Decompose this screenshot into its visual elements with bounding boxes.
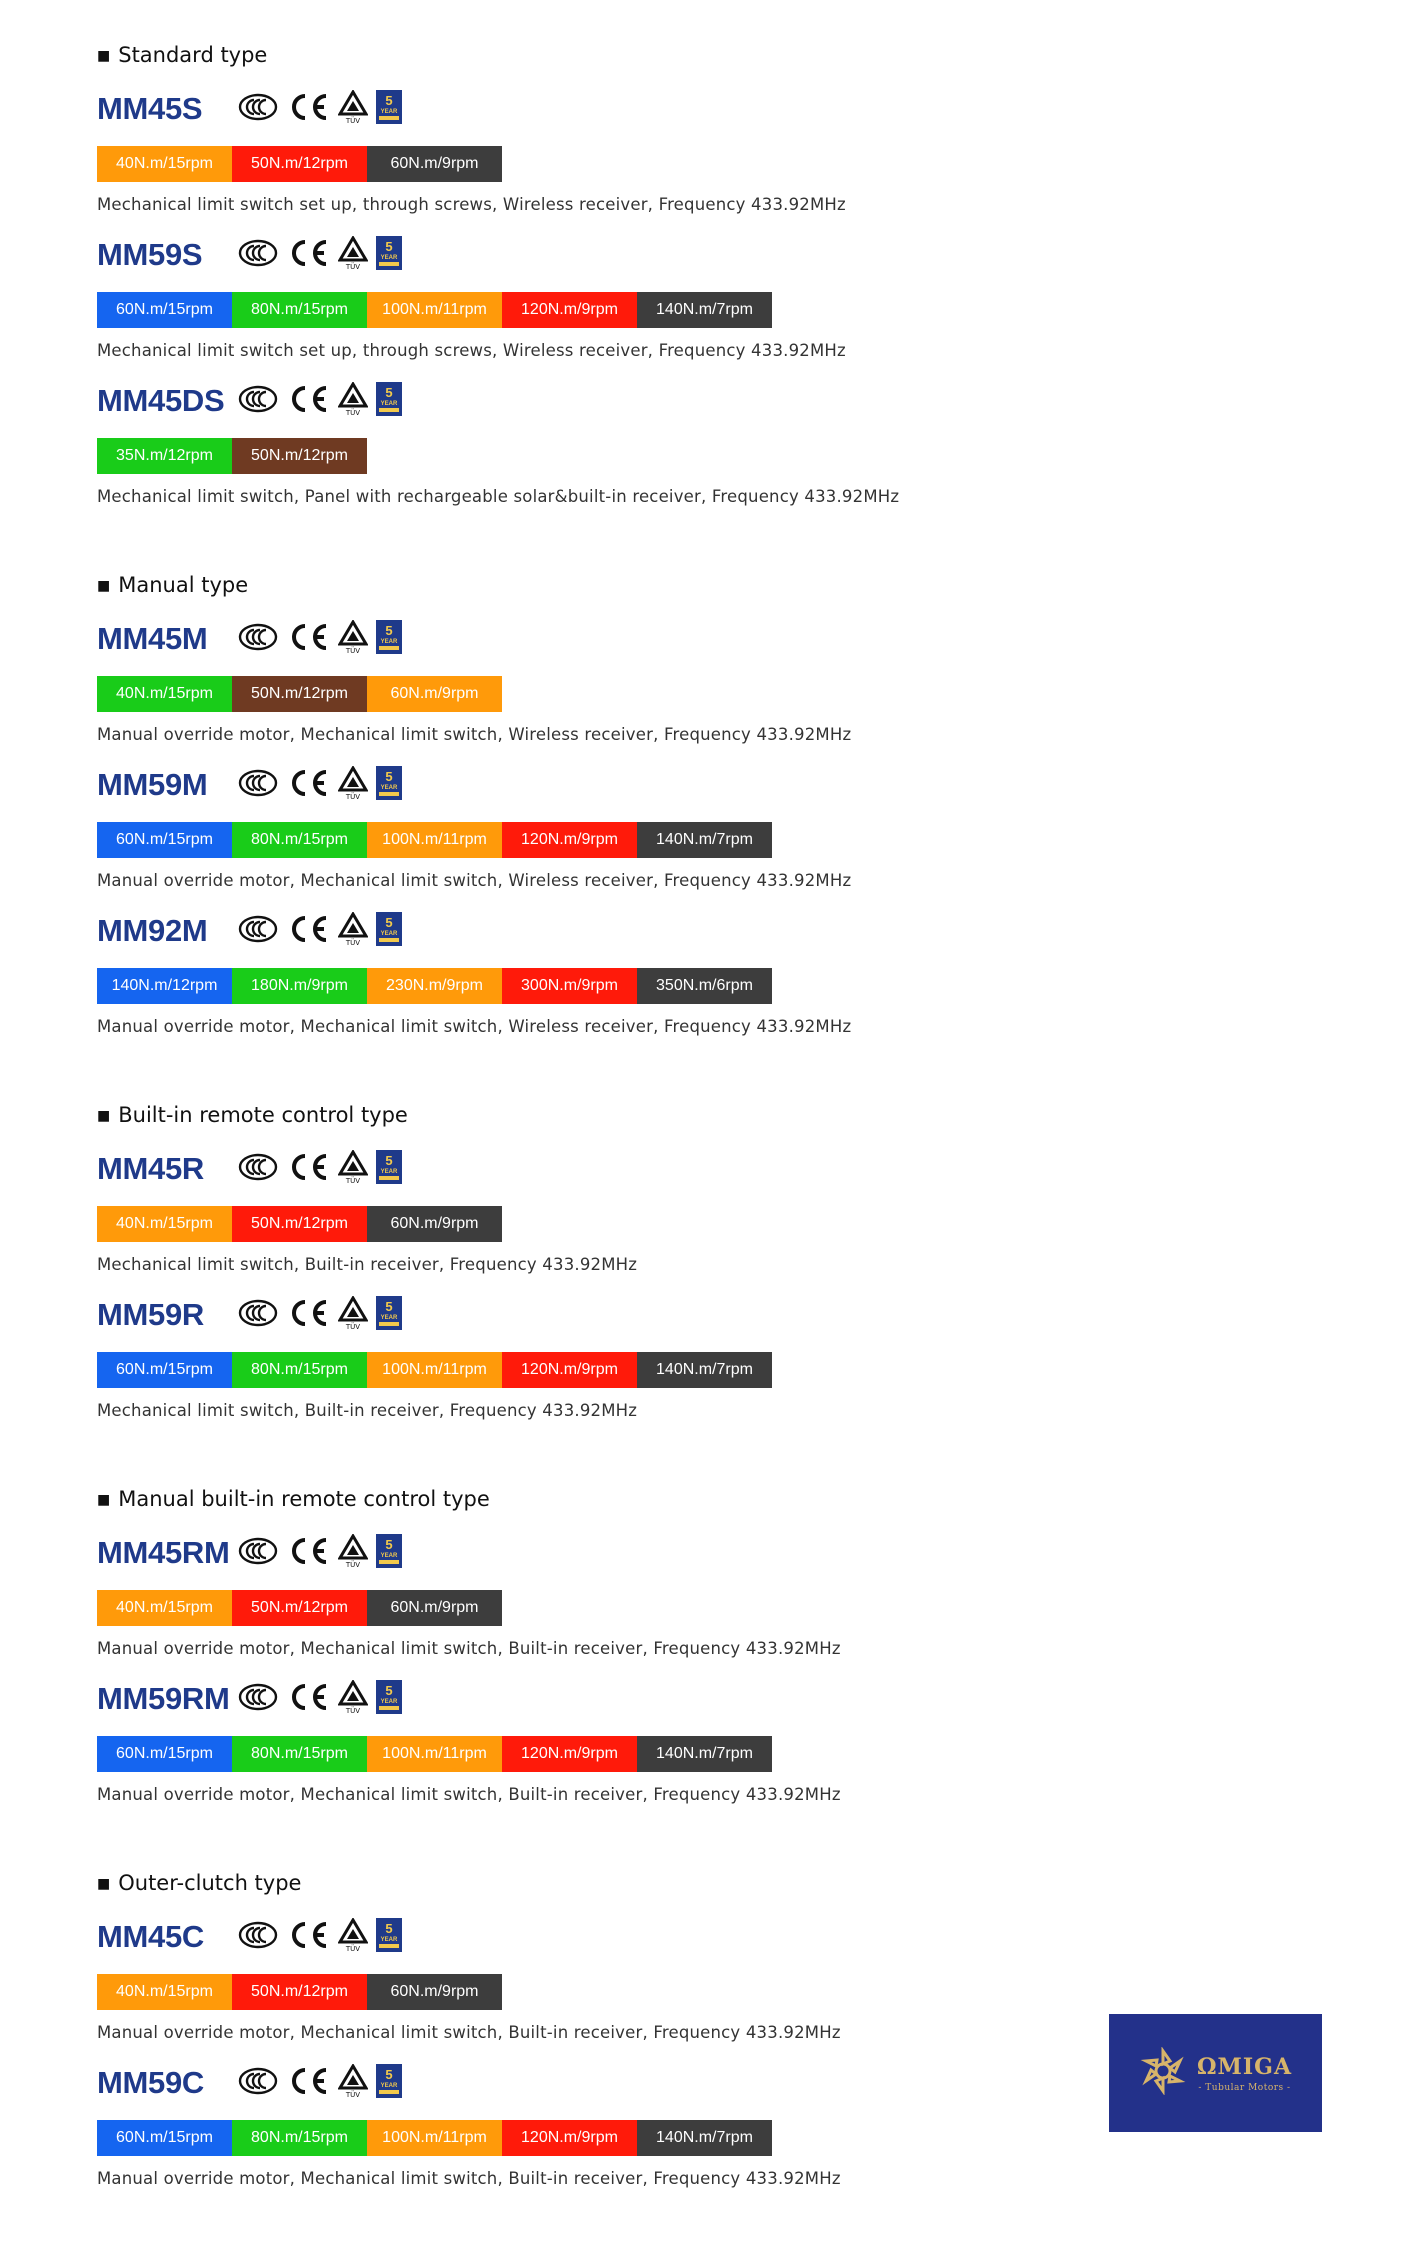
bullet-square-icon: ■ [97,1492,111,1508]
model-header [97,1672,1097,1726]
tuv-icon [338,382,368,421]
certification-icons [238,236,402,275]
ccc-icon [238,1298,278,1333]
spec-chip: 140N.m/7rpm [637,292,772,328]
model-description: Manual override motor, Mechanical limit switch, Wireless receiver, Frequency 433.92MHz [97,871,852,890]
model-name: MM92M [97,913,208,948]
certification-icons [238,1680,402,1719]
5-year-warranty-icon [376,2064,402,2103]
svg-text:TÜV: TÜV [345,2090,361,2098]
section-4 [97,1866,1097,2192]
spec-chip: 50N.m/12rpm [232,146,367,182]
spec-chip: 120N.m/9rpm [502,2120,637,2156]
spec-chip: 60N.m/9rpm [367,1974,502,2010]
model-header [97,82,1097,136]
spec-chip: 40N.m/15rpm [97,146,232,182]
bullet-square-icon: ■ [97,578,111,594]
svg-text:TÜV: TÜV [345,792,361,800]
model-header [97,2056,1097,2110]
tuv-icon [338,1150,368,1189]
svg-text:5: 5 [385,914,393,930]
spec-chip: 60N.m/15rpm [97,1352,232,1388]
svg-text:YEAR: YEAR [380,1698,398,1705]
svg-text:5: 5 [385,1152,393,1168]
model-name: MM59RM [97,1681,230,1716]
spec-bar [97,1736,1097,1772]
spec-chip: 60N.m/15rpm [97,1736,232,1772]
svg-text:TÜV: TÜV [345,1322,361,1330]
model-name: MM45M [97,621,208,656]
omiga-emblem-icon [1139,2047,1187,2100]
tuv-icon [338,620,368,659]
bullet-square-icon: ■ [97,48,111,64]
product-catalog [97,38,1097,2250]
svg-text:TÜV: TÜV [345,1944,361,1952]
spec-bar [97,968,1097,1004]
model-description: Mechanical limit switch, Built-in receiver, Frequency 433.92MHz [97,1401,638,1420]
spec-chip: 120N.m/9rpm [502,292,637,328]
model-description: Manual override motor, Mechanical limit switch, Built-in receiver, Frequency 433.92MHz [97,1639,841,1658]
spec-chip: 40N.m/15rpm [97,1590,232,1626]
ccc-icon [238,1920,278,1955]
section-title [97,1866,1097,1900]
5-year-warranty-icon [376,236,402,275]
svg-text:TÜV: TÜV [345,1706,361,1714]
section-title [97,1482,1097,1516]
model-header [97,1288,1097,1342]
product-model [97,1526,1097,1662]
section-title-text: Outer-clutch type [118,1871,302,1895]
svg-text:TÜV: TÜV [345,938,361,946]
ccc-icon [238,1152,278,1187]
spec-chip: 40N.m/15rpm [97,1206,232,1242]
ccc-icon [238,768,278,803]
5-year-warranty-icon [376,1680,402,1719]
spec-chip: 60N.m/15rpm [97,2120,232,2156]
tuv-icon [338,1680,368,1719]
ccc-icon [238,92,278,127]
spec-chip: 230N.m/9rpm [367,968,502,1004]
spec-chip: 80N.m/15rpm [232,1352,367,1388]
model-name: MM45C [97,1919,205,1954]
model-header [97,374,1097,428]
spec-bar [97,1352,1097,1388]
section-title [97,1098,1097,1132]
spec-chip: 140N.m/7rpm [637,2120,772,2156]
spec-bar [97,822,1097,858]
spec-chip: 180N.m/9rpm [232,968,367,1004]
model-name: MM45R [97,1151,205,1186]
bullet-square-icon: ■ [97,1108,111,1124]
tuv-icon [338,1534,368,1573]
ccc-icon [238,1682,278,1717]
svg-text:YEAR: YEAR [380,1552,398,1559]
model-description: Mechanical limit switch, Panel with rechargeable solar&built-in receiver, Frequency 433.92MHz [97,487,900,506]
ccc-icon [238,622,278,657]
svg-text:YEAR: YEAR [380,930,398,937]
spec-chip: 50N.m/12rpm [232,1206,367,1242]
spec-chip: 100N.m/11rpm [367,2120,502,2156]
spec-chip: 60N.m/9rpm [367,1206,502,1242]
spec-chip: 100N.m/11rpm [367,292,502,328]
ce-mark-icon [286,238,330,273]
product-model [97,228,1097,364]
spec-bar [97,1206,1097,1242]
svg-text:TÜV: TÜV [345,116,361,124]
5-year-warranty-icon [376,912,402,951]
spec-chip: 100N.m/11rpm [367,1736,502,1772]
model-name: MM59M [97,767,208,802]
ccc-icon [238,1536,278,1571]
spec-chip: 35N.m/12rpm [97,438,232,474]
product-model [97,2056,1097,2192]
certification-icons [238,912,402,951]
spec-chip: 140N.m/7rpm [637,1352,772,1388]
svg-text:TÜV: TÜV [345,408,361,416]
certification-icons [238,1296,402,1335]
ce-mark-icon [286,92,330,127]
model-description: Mechanical limit switch set up, through screws, Wireless receiver, Frequency 433.92MHz [97,341,846,360]
model-header [97,1910,1097,1964]
spec-chip: 50N.m/12rpm [232,1590,367,1626]
tuv-icon [338,766,368,805]
spec-chip: 300N.m/9rpm [502,968,637,1004]
ccc-icon [238,2066,278,2101]
spec-chip: 60N.m/9rpm [367,146,502,182]
model-header [97,228,1097,282]
svg-text:5: 5 [385,384,393,400]
model-description: Mechanical limit switch, Built-in receiver, Frequency 433.92MHz [97,1255,638,1274]
svg-text:TÜV: TÜV [345,1176,361,1184]
spec-bar [97,292,1097,328]
5-year-warranty-icon [376,1918,402,1957]
spec-chip: 80N.m/15rpm [232,822,367,858]
ce-mark-icon [286,384,330,419]
model-description: Manual override motor, Mechanical limit switch, Built-in receiver, Frequency 433.92MHz [97,2169,841,2188]
model-description: Manual override motor, Mechanical limit switch, Built-in receiver, Frequency 433.92MHz [97,1785,841,1804]
svg-text:TÜV: TÜV [345,262,361,270]
tuv-icon [338,1918,368,1957]
section-title-text: Manual type [118,573,249,597]
ce-mark-icon [286,914,330,949]
section-3 [97,1482,1097,1808]
product-model [97,1142,1097,1278]
svg-text:TÜV: TÜV [345,646,361,654]
svg-text:5: 5 [385,92,393,108]
svg-text:YEAR: YEAR [380,1936,398,1943]
svg-text:5: 5 [385,768,393,784]
spec-bar [97,2120,1097,2156]
ccc-icon [238,384,278,419]
ccc-icon [238,238,278,273]
spec-chip: 120N.m/9rpm [502,1736,637,1772]
5-year-warranty-icon [376,1150,402,1189]
brand-name: ΩMIGA [1196,2053,1293,2080]
svg-text:YEAR: YEAR [380,254,398,261]
ccc-icon [238,914,278,949]
tuv-icon [338,90,368,129]
product-model [97,758,1097,894]
model-header [97,1526,1097,1580]
model-description: Manual override motor, Mechanical limit switch, Wireless receiver, Frequency 433.92MHz [97,1017,852,1036]
certification-icons [238,1534,402,1573]
spec-chip: 100N.m/11rpm [367,1352,502,1388]
ce-mark-icon [286,1152,330,1187]
product-model [97,904,1097,1040]
ce-mark-icon [286,1298,330,1333]
spec-chip: 120N.m/9rpm [502,1352,637,1388]
certification-icons [238,766,402,805]
spec-chip: 140N.m/7rpm [637,1736,772,1772]
model-description: Mechanical limit switch set up, through screws, Wireless receiver, Frequency 433.92MHz [97,195,846,214]
5-year-warranty-icon [376,90,402,129]
svg-text:YEAR: YEAR [380,638,398,645]
spec-chip: 120N.m/9rpm [502,822,637,858]
spec-chip: 40N.m/15rpm [97,676,232,712]
model-name: MM59R [97,1297,205,1332]
product-model [97,612,1097,748]
spec-bar [97,676,1097,712]
5-year-warranty-icon [376,382,402,421]
section-title-text: Standard type [118,43,268,67]
spec-chip: 140N.m/7rpm [637,822,772,858]
tuv-icon [338,912,368,951]
spec-bar [97,1974,1097,2010]
model-header [97,758,1097,812]
tuv-icon [338,1296,368,1335]
certification-icons [238,620,402,659]
section-title [97,38,1097,72]
spec-chip: 60N.m/9rpm [367,1590,502,1626]
section-title-text: Manual built-in remote control type [118,1487,490,1511]
ce-mark-icon [286,622,330,657]
section-0 [97,38,1097,510]
ce-mark-icon [286,1682,330,1717]
svg-text:5: 5 [385,1682,393,1698]
spec-chip: 80N.m/15rpm [232,2120,367,2156]
spec-chip: 50N.m/12rpm [232,676,367,712]
section-title-text: Built-in remote control type [118,1103,408,1127]
spec-chip: 60N.m/15rpm [97,292,232,328]
svg-text:YEAR: YEAR [380,2082,398,2089]
certification-icons [238,382,402,421]
product-model [97,1288,1097,1424]
brand-logo [1109,2014,1322,2132]
spec-bar [97,438,1097,474]
ce-mark-icon [286,2066,330,2101]
svg-text:5: 5 [385,1536,393,1552]
ce-mark-icon [286,1920,330,1955]
svg-text:YEAR: YEAR [380,400,398,407]
spec-chip: 350N.m/6rpm [637,968,772,1004]
model-description: Manual override motor, Mechanical limit switch, Wireless receiver, Frequency 433.92MHz [97,725,852,744]
spec-chip: 140N.m/12rpm [97,968,232,1004]
svg-text:5: 5 [385,238,393,254]
bullet-square-icon: ■ [97,1876,111,1892]
spec-bar [97,1590,1097,1626]
spec-chip: 60N.m/15rpm [97,822,232,858]
certification-icons [238,90,402,129]
section-1 [97,568,1097,1040]
svg-text:YEAR: YEAR [380,108,398,115]
svg-text:TÜV: TÜV [345,1560,361,1568]
product-model [97,1910,1097,2046]
tuv-icon [338,236,368,275]
ce-mark-icon [286,768,330,803]
spec-chip: 50N.m/12rpm [232,1974,367,2010]
spec-bar [97,146,1097,182]
model-name: MM45S [97,91,203,126]
svg-text:YEAR: YEAR [380,1168,398,1175]
product-model [97,374,1097,510]
svg-text:5: 5 [385,1920,393,1936]
svg-text:YEAR: YEAR [380,784,398,791]
svg-text:5: 5 [385,2066,393,2082]
spec-chip: 50N.m/12rpm [232,438,367,474]
certification-icons [238,1918,402,1957]
model-name: MM59C [97,2065,205,2100]
svg-text:5: 5 [385,622,393,638]
spec-chip: 100N.m/11rpm [367,822,502,858]
5-year-warranty-icon [376,620,402,659]
model-header [97,1142,1097,1196]
spec-chip: 80N.m/15rpm [232,292,367,328]
model-name: MM45DS [97,383,225,418]
spec-chip: 80N.m/15rpm [232,1736,367,1772]
svg-text:5: 5 [385,1298,393,1314]
5-year-warranty-icon [376,1534,402,1573]
certification-icons [238,2064,402,2103]
section-2 [97,1098,1097,1424]
model-name: MM59S [97,237,203,272]
spec-chip: 40N.m/15rpm [97,1974,232,2010]
spec-chip: 60N.m/9rpm [367,676,502,712]
5-year-warranty-icon [376,766,402,805]
certification-icons [238,1150,402,1189]
model-description: Manual override motor, Mechanical limit switch, Built-in receiver, Frequency 433.92MHz [97,2023,841,2042]
product-model [97,82,1097,218]
product-model [97,1672,1097,1808]
section-title [97,568,1097,602]
model-name: MM45RM [97,1535,230,1570]
model-header [97,612,1097,666]
ce-mark-icon [286,1536,330,1571]
tuv-icon [338,2064,368,2103]
svg-text:YEAR: YEAR [380,1314,398,1321]
5-year-warranty-icon [376,1296,402,1335]
brand-subtitle: - Tubular Motors - [1198,2082,1291,2093]
model-header [97,904,1097,958]
